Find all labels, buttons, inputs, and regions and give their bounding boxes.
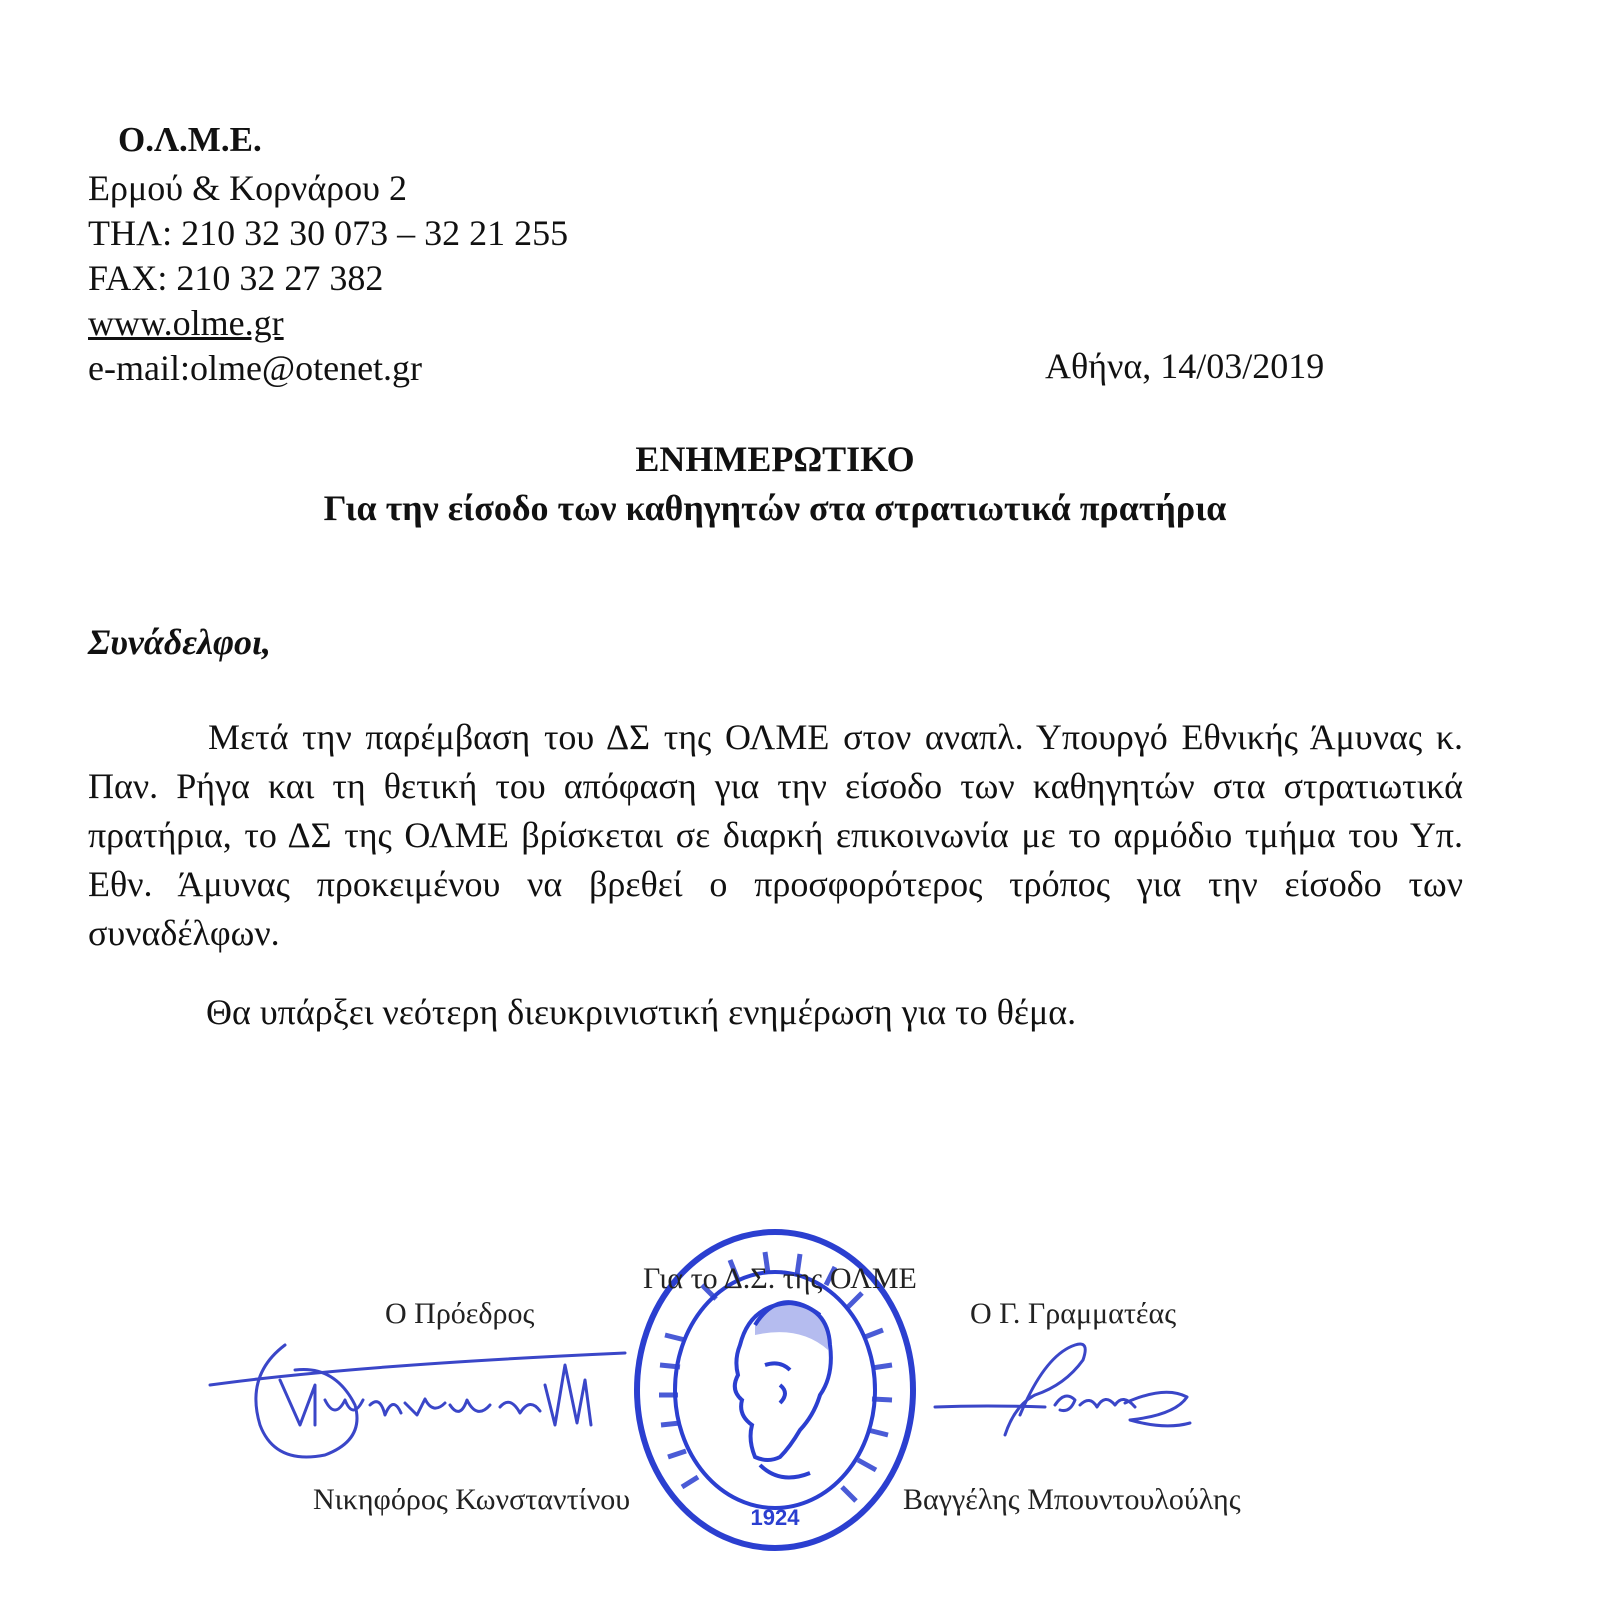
on-behalf-label: Για το Δ.Σ. της ΟΛΜΕ [643,1262,917,1295]
document-title: ΕΝΗΜΕΡΩΤΙΚΟ [635,439,915,479]
document-subtitle: Για την είσοδο των καθηγητών στα στρατιωτικά πρατήρια [323,488,1227,528]
president-title: Ο Πρόεδρος [385,1297,535,1330]
document-date: Αθήνα, 14/03/2019 [1045,346,1325,386]
stamp-year: 1924 [750,1505,800,1530]
org-website-link[interactable]: www.olme.gr [88,303,284,343]
body-paragraph-1: Μετά την παρέμβαση του ΔΣ της ΟΛΜΕ στον αναπλ. Υπουργό Εθνικής Άμυνας κ. Παν. Ρήγα και τη θετική του απόφαση για την είσοδο των καθηγητών στα στρατιωτικά πρατήρια, το ΔΣ της ΟΛΜΕ βρίσκεται σε διαρκή επικοινωνία με το αρμόδιο τμήμα του Υπ. Εθν. Άμυνας προκειμένου να βρεθεί ο προσφορότερος τρόπος για την είσοδο των συναδέλφων. [88,717,1463,953]
org-name: Ο.Λ.Μ.Ε. [118,120,262,159]
body-paragraph-2: Θα υπάρξει νεότερη διευκρινιστική ενημέρωση για το θέμα. [206,992,1077,1032]
org-address: Ερμού & Κορνάρου 2 [88,168,407,208]
org-phone: ΤΗΛ: 210 32 30 073 – 32 21 255 [88,213,569,253]
org-email: e-mail:olme@otenet.gr [88,348,423,388]
secretary-title: Ο Γ. Γραμματέας [970,1297,1177,1330]
secretary-name: Βαγγέλης Μπουντουλούλης [903,1483,1241,1516]
president-signature [205,1325,625,1475]
salutation: Συνάδελφοι, [88,622,272,662]
president-name: Νικηφόρος Κωνσταντίνου [313,1483,631,1516]
secretary-signature [925,1335,1195,1445]
org-fax: FAX: 210 32 27 382 [88,258,384,298]
